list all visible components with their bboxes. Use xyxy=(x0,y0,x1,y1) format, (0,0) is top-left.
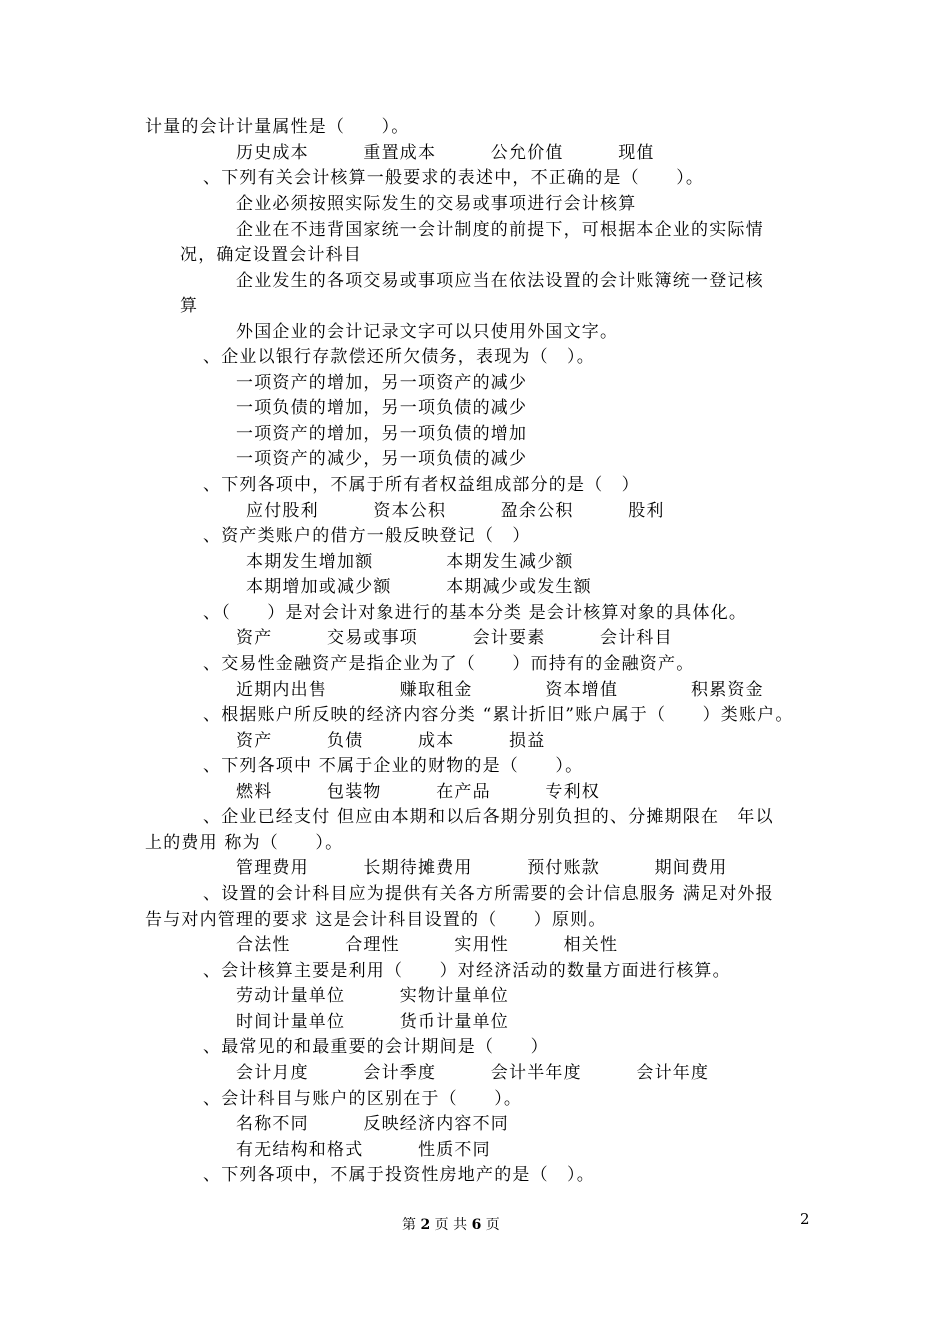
text-line: 资产 负债 成本 损益 xyxy=(236,731,546,751)
text-line: 管理费用 长期待摊费用 预付账款 期间费用 xyxy=(236,858,728,878)
text-line: 计量的会计计量属性是（ ）。 xyxy=(145,117,410,137)
footer-middle: 页 共 xyxy=(430,1217,472,1233)
text-line: 燃料 包装物 在产品 专利权 xyxy=(236,782,600,802)
text-line: 、（ ）是对会计对象进行的基本分类 是会计核算对象的具体化。 xyxy=(203,603,748,623)
text-line: 劳动计量单位 实物计量单位 xyxy=(236,986,509,1006)
text-line: 资产 交易或事项 会计要素 会计科目 xyxy=(236,628,673,648)
text-line: 、会计科目与账户的区别在于（ ）。 xyxy=(203,1089,523,1109)
text-line: 外国企业的会计记录文字可以只使用外国文字。 xyxy=(236,322,619,342)
footer-current-page: 2 xyxy=(420,1217,431,1233)
text-line: 有无结构和格式 性质不同 xyxy=(236,1140,491,1160)
text-line: 、企业已经支付 但应由本期和以后各期分别负担的、分摊期限在 年以 xyxy=(203,807,774,827)
text-line: 、设置的会计科目应为提供有关各方所需要的会计信息服务 满足对外报 xyxy=(203,884,774,904)
text-line: 、交易性金融资产是指企业为了（ ）而持有的金融资产。 xyxy=(203,654,695,674)
text-line: 、资产类账户的借方一般反映登记（ ） xyxy=(203,526,531,546)
text-line: 、根据账户所反映的经济内容分类 “累计折旧”账户属于（ ）类账户。 xyxy=(203,705,794,725)
text-line: 一项资产的增加，另一项资产的减少 xyxy=(236,373,528,393)
text-line: 近期内出售 赚取租金 资本增值 积累资金 xyxy=(236,680,764,700)
page-footer xyxy=(402,1216,500,1234)
page-number: 2 xyxy=(800,1210,810,1228)
text-line: 告与对内管理的要求 这是会计科目设置的（ ）原则。 xyxy=(145,910,607,930)
text-line: 一项负债的增加，另一项负债的减少 xyxy=(236,398,528,418)
text-line: 企业发生的各项交易或事项应当在依法设置的会计账簿统一登记核 xyxy=(236,271,764,291)
text-line: 企业必须按照实际发生的交易或事项进行会计核算 xyxy=(236,194,637,214)
text-line: 、下列各项中，不属于投资性房地产的是（ ）。 xyxy=(203,1165,595,1185)
text-line: 、企业以银行存款偿还所欠债务，表现为（ ）。 xyxy=(203,347,595,367)
footer-prefix: 第 xyxy=(402,1217,421,1233)
text-line: 、下列有关会计核算一般要求的表述中，不正确的是（ ）。 xyxy=(203,168,705,188)
text-line: 名称不同 反映经济内容不同 xyxy=(236,1114,509,1134)
text-line: 一项资产的增加，另一项负债的增加 xyxy=(236,424,528,444)
footer-total-pages: 6 xyxy=(471,1217,482,1233)
text-line: 本期发生增加额 本期发生减少额 xyxy=(246,552,574,572)
text-line: 会计月度 会计季度 会计半年度 会计年度 xyxy=(236,1063,710,1083)
text-line: 算 xyxy=(180,296,199,316)
text-line: 一项资产的减少，另一项负债的减少 xyxy=(236,449,528,469)
text-line: 历史成本 重置成本 公允价值 现值 xyxy=(236,143,655,163)
text-line: 上的费用 称为（ ）。 xyxy=(145,833,344,853)
text-line: 合法性 合理性 实用性 相关性 xyxy=(236,935,619,955)
text-line: 、会计核算主要是利用（ ）对经济活动的数量方面进行核算。 xyxy=(203,961,731,981)
text-line: 时间计量单位 货币计量单位 xyxy=(236,1012,509,1032)
text-line: 企业在不违背国家统一会计制度的前提下，可根据本企业的实际情 xyxy=(236,220,764,240)
text-line: 本期增加或减少额 本期减少或发生额 xyxy=(246,577,592,597)
text-line: 、下列各项中，不属于所有者权益组成部分的是（ ） xyxy=(203,475,640,495)
text-line: 应付股利 资本公积 盈余公积 股利 xyxy=(246,501,665,521)
text-line: 、最常见的和最重要的会计期间是（ ） xyxy=(203,1037,549,1057)
footer-suffix: 页 xyxy=(481,1217,500,1233)
text-line: 况，确定设置会计科目 xyxy=(180,245,362,265)
text-line: 、下列各项中 不属于企业的财物的是（ ）。 xyxy=(203,756,584,776)
